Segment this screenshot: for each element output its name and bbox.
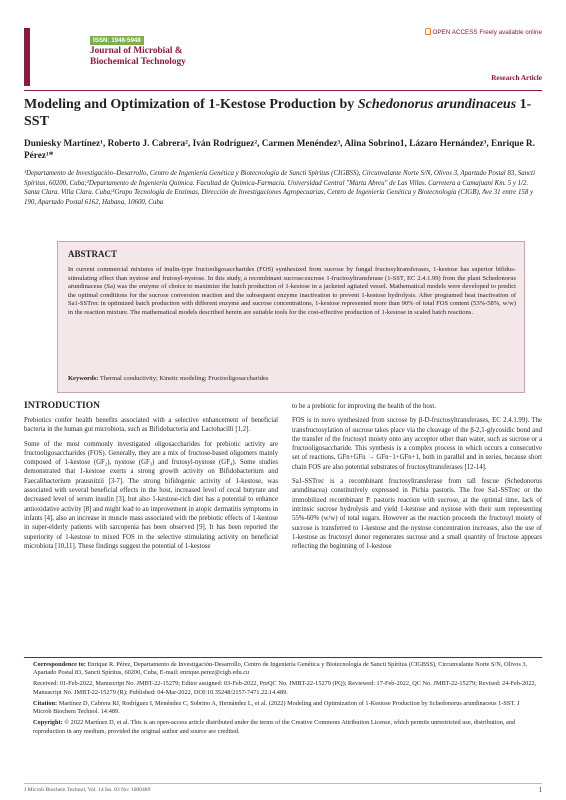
- paragraph: Prebiotics confer health benefits associated with a selective enhancement of beneficial bacteria in the human gut microbiota, such as Bifidobacteria and Lactobacilli [1,2].: [24, 417, 278, 434]
- body-column-left: [24, 416, 278, 556]
- title-suffix: 1-SST: [24, 97, 532, 129]
- issn-badge: ISSN: 1948-5948: [90, 36, 144, 45]
- page-number: 1: [538, 786, 542, 794]
- footer-journal-ref: J Microb Biochem Technol, Vol. 14 Iss. 03 No: 1000489: [24, 787, 151, 793]
- title-main: Modeling and Optimization of 1-Kestose Production by: [24, 97, 358, 112]
- correspondence-label: Correspondence to:: [33, 661, 86, 668]
- open-access-label[interactable]: [425, 28, 542, 36]
- open-lock-icon: [425, 28, 431, 35]
- paragraph: to be a prebiotic for improving the health of the host.: [292, 403, 437, 410]
- journal-title: Journal of Microbial & Biochemical Technology: [90, 46, 186, 67]
- keywords-list: Thermal conductivity; Kinetic modeling; Fructooligosaccharides: [98, 375, 269, 382]
- body-column-right: [292, 402, 542, 556]
- article-type: Research Article: [491, 74, 542, 82]
- correspondence-text: Enrique R. Pérez, Departamento de Investigación-Desarrollo, Centro de Ingeniería Genética y Biotecnología de Sancti Spíritus (CIGBSS), Circunvalante Norte S/N, Olivos 3, Apartado Postal 83, Sancti Spíritus, 60200, Cuba, E-mail: enrique.perez@cigb.edu.cu: [33, 661, 528, 677]
- journal-logo-bar: [24, 28, 30, 86]
- keywords: [68, 375, 516, 382]
- title-species: Schedonorus arundinaceus: [357, 97, 517, 112]
- keywords-label: Keywords:: [68, 375, 99, 382]
- citation-text: Martínez D, Cabrera RJ, Rodríguez I, Menéndez C, Sobrino A, Hernández L, et al. (2022) Modeling and Optimization of 1-Kestose Production by Schedonorus arundinaceus 1-SST. J Microb Biochem Technol. 14:489.: [33, 699, 520, 716]
- footnote-divider: [24, 657, 542, 658]
- copyright-text: © 2022 Martínez D, et al. This is an open-access article distributed under the terms of the Creative Commons Attribution License, which permits unrestricted use, distribution, and reproduction in any medium, provided the original author and source are credited.: [33, 719, 516, 735]
- abstract-heading: ABSTRACT: [68, 249, 118, 259]
- correspondence: [33, 661, 538, 678]
- footnotes: [33, 661, 538, 739]
- paragraph: Some of the most commonly investigated oligosaccharides for prebiotic activity are fructooligosaccharides (FOS). Generally, they are a mix of fructose-based oligomers mainly composed of 1-kestose (GF₂), nystose (GF₃) and frutosyl-nystose (GF₄). Some studies demonstrated that 1-kestose exerts a strong growth activity on Bifidobacterium and Faecalibacterium prausnitzii [3-7]. The strong bifidogenic activity of 1-kestose, was associated with several beneficial effects in the host, increased level of cecal butyrate and decreased level of serum insulin [3], but also 1-kestose-rich diet has a potential to enhance antioxidative activity [8] and might lead to an improvement in atopic dermatitis symptoms in infants [4], also an increase in muscle mass associated with the prebiotic effects of 1-kestose in super-elderly patients with sarcopenia has been observed [9]. It has been reported the superiority of 1-kestose to mixed FOS in the selective stimulating activity on beneficial microbiota [10,11]. These findings suggest the potential of 1-kestose: [24, 440, 278, 550]
- abstract-text: In current commercial mixtures of inulin-type fructooligosaccharides (FOS) synthesized from sucrose by fungal fructosyltransferases, 1-kestose has superior bifidus-stimulating effect than nystose and frutosyl-nystose. In this study, a recombinant sucrose:sucrose 1-fructosyltransferase (1-SST, EC 2.4.1.99) from the plant Schedonorus arundinaceus (Sa) was the enzyme of choice to maximize the batch production of 1-kestose in a jacketed agitated vessel. Mathematical models were developed to predict the optimal conditions for the sucrose conversion reaction and the subsequent enzyme inactivation to prevent 1-kestose hydrolysis. After programed heat inactivation of Sa1-SSTrec in optimized batch production with different enzyme and sucrose concentrations, 1-kestose represented more than 90% of total FOS content (53%-58%, w/w) in the reaction mixture. The mathematical models described herein are suitable tools for the cost-effective production of 1-kestose in scaled batch reactions.: [68, 266, 516, 316]
- affiliations: ¹Departamento de Investigación–Desarrollo, Centro de Ingeniería Genética y Biotecnología de Sancti Spíritus (CIGBSS), Circunvalante Norte S/N, Olivos 3, Apartado Postal 83, Sancti Spíritus, 60200, Cuba;²Departamento de Ingeniería Química. Facultad de Química-Farmacia. Universidad Central "Marta Abreu" de Las Villas. Carretera a Camajuaní Km. 5 y 1/2. Santa Clara. Villa Clara. Cuba;³Grupo Tecnología de Enzimas, Dirección de Investigaciones Agropecuarias, Centro de Ingeniería Genética y Biotecnología (CIGB), Ave 31 entre 158 y 190, Apartado Postal 6162, Habana, 10600, Cuba: [24, 170, 536, 206]
- citation-label: Citation:: [33, 699, 58, 707]
- open-access-text: OPEN ACCESS Freely available online: [432, 29, 542, 36]
- footer-divider: [24, 783, 542, 784]
- paragraph: FOS is in novo synthesized from sucrose by β-D-fructosyltransferases, EC 2.4.1.99). The transfructosylation of sucrose takes place via the cleavage of the β-2,1-glycosidic bond and the transfer of the fructosyl moiety onto any acceptor other than water, such as sucrose or a fructooligosaccharide. This synthesis is a complex process in which occurs a consecutive set of reactions, GFn+GFn → GFn−1+GFn+1, both in parallel and in series, because short chain FOS are also potential substrates of fructosyltransferases [12-14].: [292, 417, 542, 471]
- paragraph: Sa1-SSTrec is a recombinant fructosyltransferase from tall fescue (Schedonorus arundinacea) constitutively expressed in Pichia pastoris. The free Sa1-SSTrec or the immobilized recombinant P. pastoris reaction with sucrose, at the optimal time, lack of intrinsic sucrose hydrolysis and yield 1-kestose and nystose with their sum representing 55%-60% (w/w) of total sugars. However as the reaction proceeds the fructosyl moiety of sucrose is transferred to 1-kestose and the nystose concentration increases, also the use of 1-kestose as fructosyl donor regenerates sucrose and a small quantity of fructose appears reflecting the beginning of 1-kestose: [292, 478, 542, 551]
- copyright-label: Copyright:: [33, 719, 63, 727]
- author-list: Duniesky Martínez¹, Roberto J. Cabrera², Iván Rodríguez², Carmen Menéndez³, Alina Sobrino1, Lázaro Hernández³, Enrique R. Pérez¹*: [24, 139, 535, 162]
- header-divider: [24, 90, 542, 91]
- paper-title: [24, 96, 542, 130]
- citation: [33, 700, 538, 717]
- section-heading-introduction: INTRODUCTION: [24, 401, 101, 411]
- copyright: [33, 719, 538, 736]
- manuscript-dates: Received: 01-Feb-2022, Manuscript No. JMBT-22-15279; Editor assigned: 03-Feb-2022, PreQC No. JMBT-22-15279 (PQ); Reviewed: 17-Feb-2022, QC No. JMBT-22-15279; Revised: 24-Feb-2022, Manuscript No. JMBT-22-15279 (R); Published: 04-Mar-2022, DOI:10.35248/2157-7471.22.14.489.: [33, 680, 537, 696]
